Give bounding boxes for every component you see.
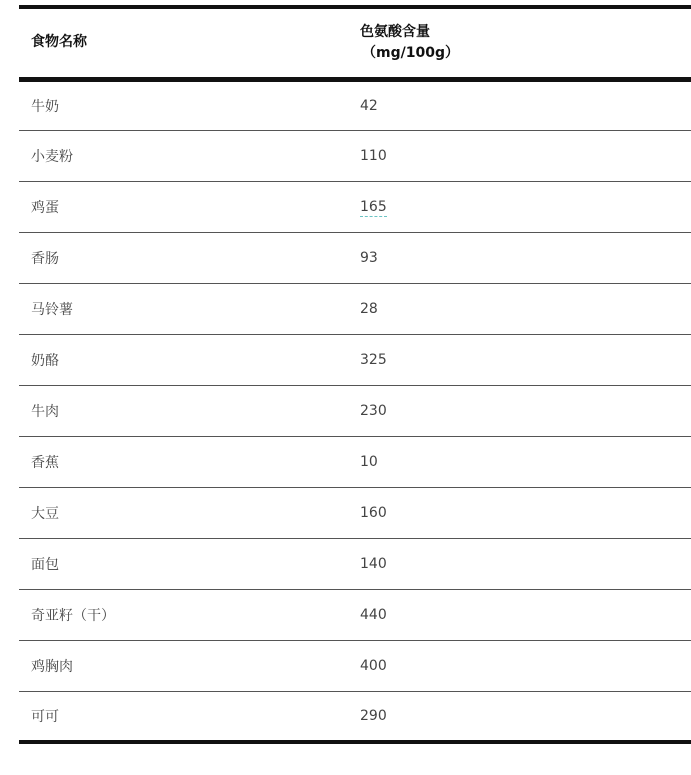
food-name-cell: 鸡胸肉 <box>31 658 73 675</box>
table-row <box>19 283 691 334</box>
tryptophan-value-cell: 400 <box>360 657 387 674</box>
table-row <box>19 181 691 232</box>
food-name-cell: 牛奶 <box>31 98 59 115</box>
tryptophan-value-cell: 28 <box>360 300 378 317</box>
table-row <box>19 232 691 283</box>
tryptophan-value-cell: 290 <box>360 707 387 724</box>
tryptophan-content-table <box>19 5 691 744</box>
tryptophan-value-cell: 93 <box>360 249 378 266</box>
tryptophan-value-cell: 110 <box>360 147 387 164</box>
table-row <box>19 385 691 436</box>
tryptophan-value-cell: 440 <box>360 606 387 623</box>
tryptophan-value-cell: 10 <box>360 453 378 470</box>
food-name-cell: 马铃薯 <box>31 301 73 318</box>
table-header <box>19 7 691 79</box>
table-row <box>19 691 691 742</box>
food-name-cell: 鸡蛋 <box>31 199 59 216</box>
tryptophan-value-cell: 230 <box>360 402 387 419</box>
annotated-value-link[interactable]: 165 <box>360 198 387 215</box>
tryptophan-value-cell: 140 <box>360 555 387 572</box>
table-row <box>19 538 691 589</box>
header-tryptophan-content <box>348 7 691 79</box>
table-row <box>19 589 691 640</box>
food-name-cell: 可可 <box>31 708 59 725</box>
header-row <box>19 7 691 79</box>
food-name-cell: 牛肉 <box>31 403 59 420</box>
food-name-cell: 香蕉 <box>31 454 59 471</box>
table-row <box>19 436 691 487</box>
tryptophan-table-container <box>19 5 691 744</box>
food-name-cell: 奇亚籽（干） <box>31 607 115 624</box>
table-row <box>19 334 691 385</box>
table-row <box>19 640 691 691</box>
header-content-label: 色氨酸含量 <box>360 23 430 40</box>
header-content-unit: （mg/100g） <box>362 44 459 61</box>
table-body <box>19 79 691 742</box>
tryptophan-value-cell <box>348 181 691 232</box>
table-row <box>19 79 691 130</box>
header-food-name: 食物名称 <box>31 34 87 51</box>
food-name-cell: 奶酪 <box>31 352 59 369</box>
food-name-cell: 大豆 <box>31 505 59 522</box>
tryptophan-value-cell: 42 <box>360 97 378 114</box>
table-row <box>19 130 691 181</box>
tryptophan-value-cell: 160 <box>360 504 387 521</box>
table-row <box>19 487 691 538</box>
food-name-cell: 香肠 <box>31 250 59 267</box>
food-name-cell: 面包 <box>31 556 59 573</box>
food-name-cell: 小麦粉 <box>31 148 73 165</box>
tryptophan-value-cell: 325 <box>360 351 387 368</box>
